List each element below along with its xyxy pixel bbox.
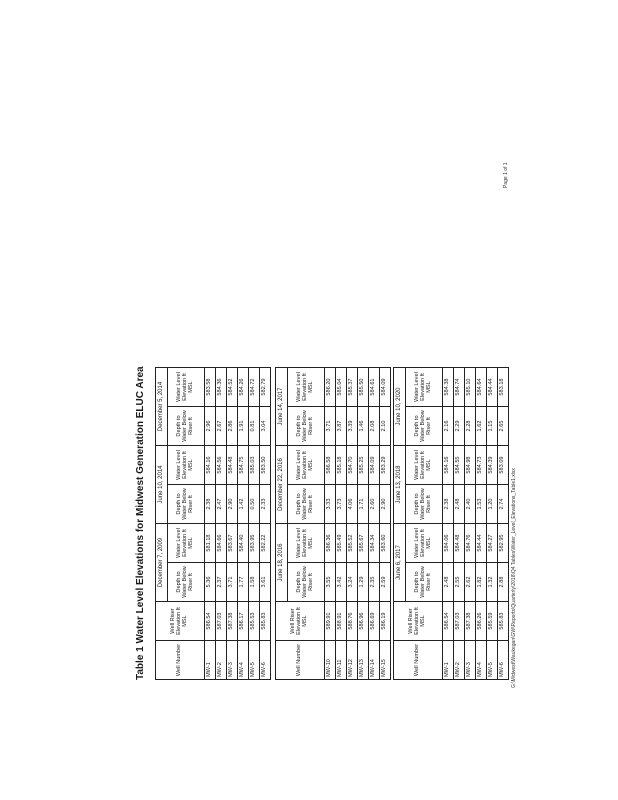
table-cell: 584.44: [476, 524, 487, 563]
table-cell: 3.73: [336, 485, 347, 524]
date-group-header: June 18, 2016: [276, 524, 288, 602]
table-cell: 2.28: [465, 407, 476, 446]
date-group-header: December 7, 2009: [156, 524, 168, 602]
table-row: [443, 368, 454, 680]
col-header: Well Riser Elevation ft MSL: [156, 602, 205, 641]
table-cell: 587.03: [454, 602, 465, 641]
well-number: MW-2: [454, 641, 465, 680]
table-cell: 583.29: [380, 446, 391, 485]
table-cell: 1.77: [238, 563, 249, 602]
table-cell: 586.20: [325, 368, 336, 407]
table-cell: 583.67: [227, 524, 238, 563]
col-header: Depth to Water Below Riser ft: [288, 407, 325, 446]
table-cell: 2.96: [205, 407, 216, 446]
table-cell: 584.38: [443, 368, 454, 407]
table-cell: 584.48: [227, 446, 238, 485]
table-cell: 2.60: [369, 485, 380, 524]
well-number: MW-4: [238, 641, 249, 680]
table-cell: 1.32: [487, 563, 498, 602]
table-row: [498, 368, 509, 680]
table-cell: 2.47: [216, 485, 227, 524]
table-cell: 586.96: [358, 602, 369, 641]
col-header: Well Number: [394, 641, 443, 680]
table-cell: 2.62: [465, 563, 476, 602]
table-cell: 1.71: [358, 485, 369, 524]
table-cell: 1.29: [358, 563, 369, 602]
table-cell: 0.50: [249, 485, 260, 524]
col-header: Water Level Elevation ft MSL: [168, 446, 205, 485]
col-header: Water Level Elevation ft MSL: [288, 524, 325, 563]
table-cell: 588.91: [336, 602, 347, 641]
table-cell: 586.58: [325, 446, 336, 485]
table-cell: 2.88: [498, 563, 509, 602]
col-header: Depth to Water Below Riser ft: [406, 563, 443, 602]
date-group-header: June 14, 2017: [276, 368, 288, 446]
well-number: MW-5: [249, 641, 260, 680]
table-cell: 583.58: [205, 368, 216, 407]
table-cell: 2.67: [216, 407, 227, 446]
table-row: [227, 368, 238, 680]
table-cell: 585.25: [358, 446, 369, 485]
col-header: Water Level Elevation ft MSL: [288, 368, 325, 407]
file-path-footer: G:\Midwest\Waukegan\GW\Reports\Quarterly\2018\Q4 Tables\Water_Level_Elevations_Table1.xlsx: [511, 468, 517, 688]
table-cell: 586.19: [380, 602, 391, 641]
table-cell: 3.42: [336, 563, 347, 602]
table-cell: 584.73: [476, 446, 487, 485]
table-cell: 583.09: [498, 446, 509, 485]
table-row: [476, 368, 487, 680]
date-group-header: June 6, 2017: [394, 524, 406, 602]
col-header: Depth to Water Below Riser ft: [288, 563, 325, 602]
table-cell: 585.04: [336, 368, 347, 407]
table-cell: 1.62: [476, 407, 487, 446]
table-cell: 2.86: [227, 407, 238, 446]
table-cell: 1.46: [358, 407, 369, 446]
table-cell: 584.52: [227, 368, 238, 407]
table-cell: 2.38: [205, 485, 216, 524]
table-cell: 585.49: [336, 524, 347, 563]
table-row: [260, 368, 271, 680]
well-number: MW-11: [336, 641, 347, 680]
col-header: Depth to Water Below Riser ft: [168, 485, 205, 524]
table-row: [336, 368, 347, 680]
well-number: MW-12: [347, 641, 358, 680]
date-group-header: December 22, 2016: [276, 446, 288, 524]
table-cell: 583.95: [249, 524, 260, 563]
table-2: [275, 367, 391, 680]
table-cell: 3.04: [260, 407, 271, 446]
col-header: Water Level Elevation ft MSL: [406, 524, 443, 563]
table-cell: 5.36: [205, 563, 216, 602]
table-cell: 584.64: [476, 368, 487, 407]
table-row: [454, 368, 465, 680]
col-header: Depth to Water Below Riser ft: [288, 485, 325, 524]
table-cell: 583.18: [498, 368, 509, 407]
table-cell: 586.54: [443, 602, 454, 641]
table-cell: 584.16: [443, 446, 454, 485]
col-header: Water Level Elevation ft MSL: [168, 524, 205, 563]
table-cell: 2.74: [498, 485, 509, 524]
table-cell: 582.95: [498, 524, 509, 563]
table-cell: 586.36: [325, 524, 336, 563]
table-cell: 1.82: [476, 563, 487, 602]
table-cell: 584.75: [238, 446, 249, 485]
table-cell: 585.37: [347, 368, 358, 407]
well-number: MW-2: [216, 641, 227, 680]
table-cell: 585.83: [498, 602, 509, 641]
well-number: MW-14: [369, 641, 380, 680]
table-cell: 0.81: [249, 407, 260, 446]
table-cell: 2.55: [454, 563, 465, 602]
well-number: MW-6: [260, 641, 271, 680]
table-row: [238, 368, 249, 680]
well-number: MW-10: [325, 641, 336, 680]
table-cell: 584.27: [487, 524, 498, 563]
table-cell: 583.50: [260, 446, 271, 485]
date-group-header: June 13, 2018: [394, 446, 406, 524]
table-cell: 586.69: [369, 602, 380, 641]
table-cell: 584.48: [454, 524, 465, 563]
table-cell: 584.72: [249, 368, 260, 407]
table-cell: 2.40: [465, 485, 476, 524]
table-cell: 585.52: [347, 524, 358, 563]
document-title: Table 1 Water Level Elevations for Midwest Generation ELUC Area: [135, 366, 146, 680]
table-cell: 2.37: [216, 563, 227, 602]
table-cell: 584.70: [347, 446, 358, 485]
table-cell: 585.18: [336, 446, 347, 485]
table-cell: 3.71: [325, 407, 336, 446]
table-cell: 585.83: [260, 602, 271, 641]
table-cell: 585.59: [487, 602, 498, 641]
table-cell: 584.26: [238, 368, 249, 407]
table-cell: 586.26: [476, 602, 487, 641]
table-cell: 584.09: [369, 446, 380, 485]
table-cell: 585.53: [249, 602, 260, 641]
date-group-header: June 10, 2014: [156, 446, 168, 524]
table-cell: 3.87: [336, 407, 347, 446]
well-number: MW-5: [487, 641, 498, 680]
well-number: MW-3: [465, 641, 476, 680]
table-cell: 587.38: [227, 602, 238, 641]
table-cell: 3.55: [325, 563, 336, 602]
table-cell: 584.16: [205, 446, 216, 485]
table-cell: 2.59: [380, 563, 391, 602]
well-number: MW-13: [358, 641, 369, 680]
table-cell: 1.15: [487, 407, 498, 446]
well-number: MW-15: [380, 641, 391, 680]
well-number: MW-4: [476, 641, 487, 680]
table-cell: 581.18: [205, 524, 216, 563]
table-row: [216, 368, 227, 680]
table-cell: 2.10: [380, 407, 391, 446]
col-header: Well Number: [156, 641, 205, 680]
table-cell: 584.34: [369, 524, 380, 563]
date-group-header: December 5, 2014: [156, 368, 168, 446]
table-cell: 585.67: [358, 524, 369, 563]
table-cell: 583.60: [380, 524, 391, 563]
table-row: [358, 368, 369, 680]
table-row: [369, 368, 380, 680]
date-group-header: June 10, 2020: [394, 368, 406, 446]
table-cell: 589.91: [325, 602, 336, 641]
table-1: [155, 367, 271, 680]
col-header: Water Level Elevation ft MSL: [406, 446, 443, 485]
table-cell: 1.42: [238, 485, 249, 524]
page-number: Page 1 of 1: [503, 162, 509, 188]
table-cell: 586.17: [238, 602, 249, 641]
table-cell: 3.39: [347, 407, 358, 446]
table-row: [205, 368, 216, 680]
well-number: MW-3: [227, 641, 238, 680]
table-cell: 584.76: [465, 524, 476, 563]
rotated-table-sheet: [135, 128, 535, 688]
table-cell: 2.35: [369, 563, 380, 602]
col-header: Well Riser Elevation ft MSL: [276, 602, 325, 641]
table-cell: 584.40: [238, 524, 249, 563]
table-row: [325, 368, 336, 680]
table-cell: 584.44: [487, 368, 498, 407]
table-cell: 588.76: [347, 602, 358, 641]
table-cell: 584.98: [465, 446, 476, 485]
table-cell: 584.61: [369, 368, 380, 407]
table-row: [380, 368, 391, 680]
table-cell: 1.20: [487, 485, 498, 524]
table-row: [347, 368, 358, 680]
table-row: [249, 368, 260, 680]
table-cell: 586.54: [205, 602, 216, 641]
table-cell: 584.06: [443, 524, 454, 563]
table-cell: 587.38: [465, 602, 476, 641]
col-header: Water Level Elevation ft MSL: [288, 446, 325, 485]
table-cell: 2.29: [454, 407, 465, 446]
table-cell: 584.66: [216, 524, 227, 563]
table-cell: 582.79: [260, 368, 271, 407]
table-cell: 584.36: [216, 368, 227, 407]
table-cell: 2.48: [443, 563, 454, 602]
table-cell: 584.09: [380, 368, 391, 407]
table-cell: 2.38: [443, 485, 454, 524]
well-number: MW-1: [205, 641, 216, 680]
table-cell: 585.50: [358, 368, 369, 407]
col-header: Well Number: [276, 641, 325, 680]
table-cell: 1.53: [476, 485, 487, 524]
table-cell: 2.65: [498, 407, 509, 446]
col-header: Depth to Water Below Riser ft: [168, 563, 205, 602]
well-number: MW-6: [498, 641, 509, 680]
table-cell: 1.58: [249, 563, 260, 602]
col-header: Water Level Elevation ft MSL: [406, 368, 443, 407]
table-row: [465, 368, 476, 680]
table-cell: 584.56: [216, 446, 227, 485]
table-cell: 587.03: [216, 602, 227, 641]
table-cell: 584.74: [454, 368, 465, 407]
table-3: [393, 367, 509, 680]
table-cell: 2.08: [369, 407, 380, 446]
col-header: Water Level Elevation ft MSL: [168, 368, 205, 407]
table-cell: 2.33: [260, 485, 271, 524]
table-cell: 3.33: [325, 485, 336, 524]
well-number: MW-1: [443, 641, 454, 680]
table-cell: 2.90: [227, 485, 238, 524]
table-cell: 585.10: [465, 368, 476, 407]
col-header: Depth to Water Below Riser ft: [406, 485, 443, 524]
table-cell: 3.24: [347, 563, 358, 602]
table-cell: 584.39: [487, 446, 498, 485]
col-header: Depth to Water Below Riser ft: [168, 407, 205, 446]
table-cell: 4.06: [347, 485, 358, 524]
table-cell: 2.16: [443, 407, 454, 446]
table-cell: 1.91: [238, 407, 249, 446]
table-cell: 2.48: [454, 485, 465, 524]
table-cell: 582.22: [260, 524, 271, 563]
table-cell: 2.90: [380, 485, 391, 524]
col-header: Depth to Water Below Riser ft: [406, 407, 443, 446]
table-row: [487, 368, 498, 680]
table-cell: 3.61: [260, 563, 271, 602]
col-header: Well Riser Elevation ft MSL: [394, 602, 443, 641]
table-cell: 584.55: [454, 446, 465, 485]
table-cell: 3.71: [227, 563, 238, 602]
table-cell: 585.03: [249, 446, 260, 485]
